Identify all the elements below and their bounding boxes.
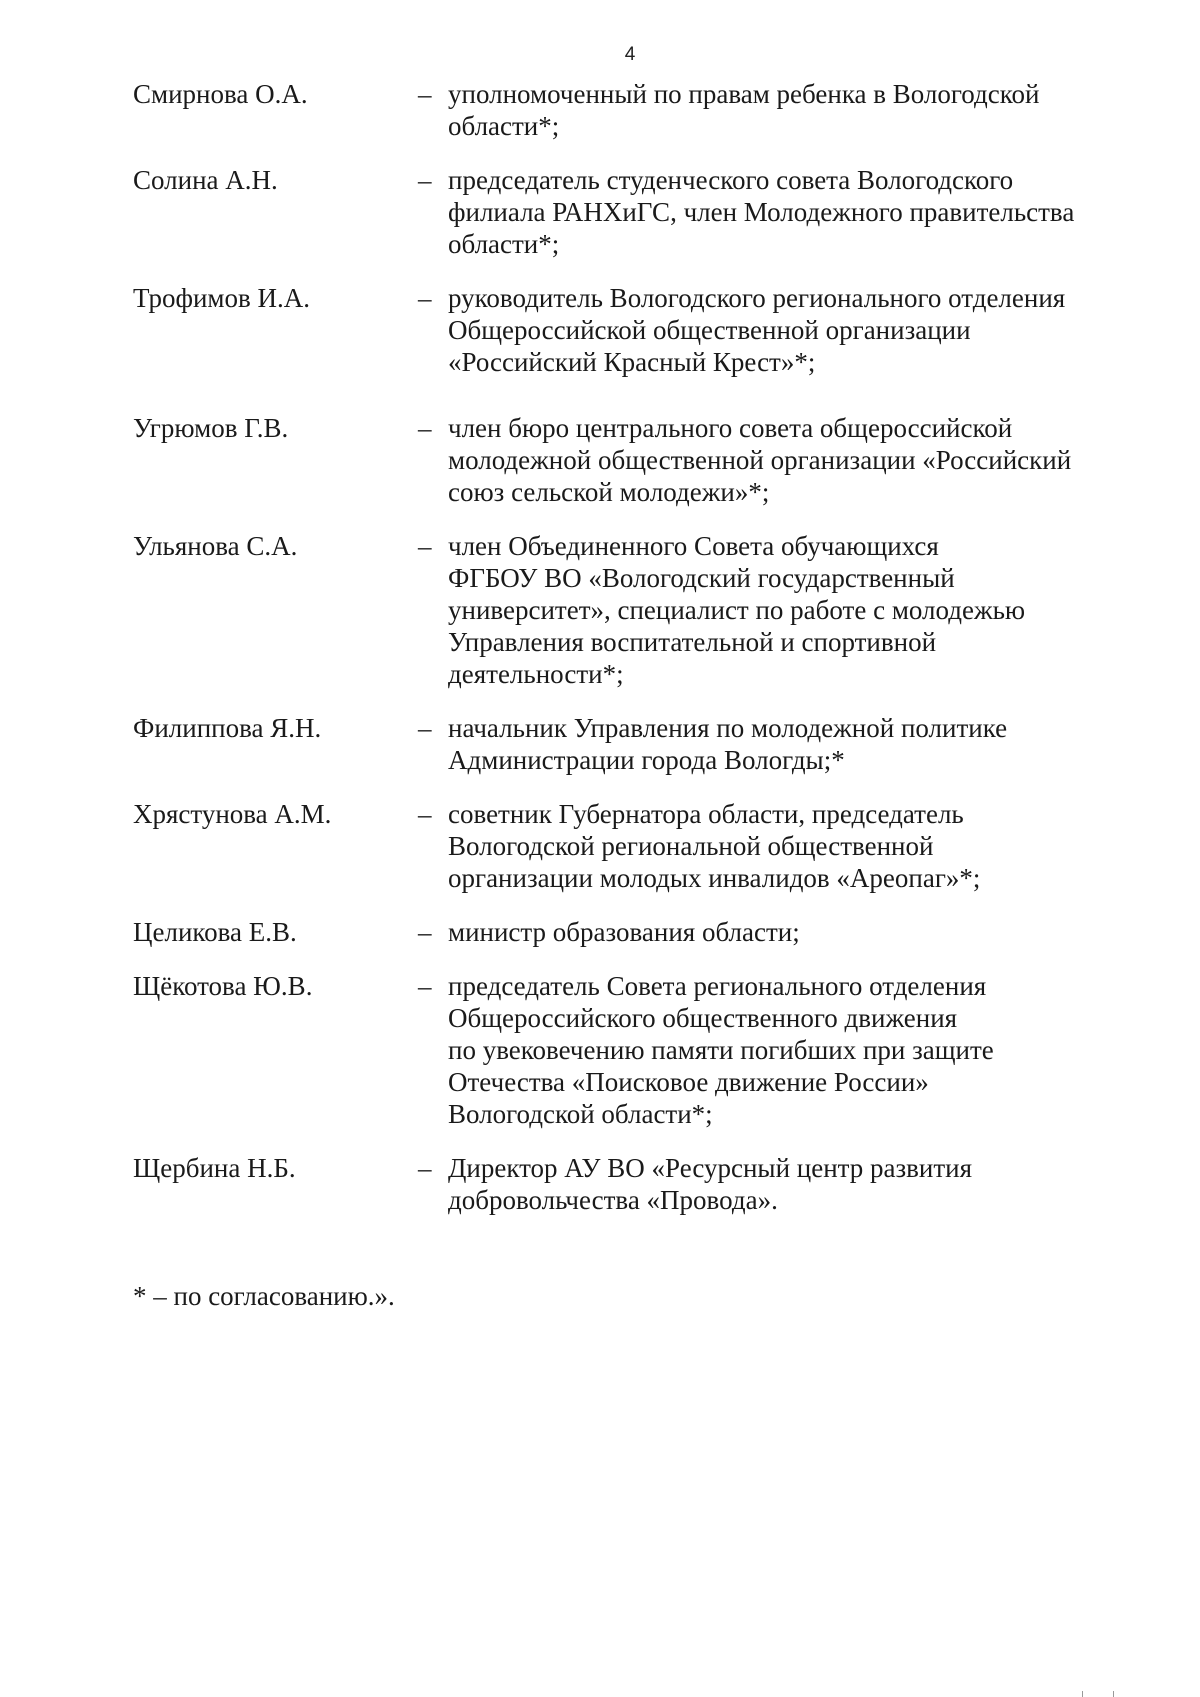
member-name: Хрястунова А.М. bbox=[133, 799, 332, 829]
position-line: Вологодской области*; bbox=[448, 1099, 713, 1129]
member-entry-solina bbox=[133, 164, 1123, 260]
position-line: руководитель Вологодского регионального отделения bbox=[448, 283, 1066, 313]
position-line: добровольчества «Провода». bbox=[448, 1185, 778, 1215]
position-line: начальник Управления по молодежной политике bbox=[448, 713, 1008, 743]
position-line: Отечества «Поисковое движение России» bbox=[448, 1067, 929, 1097]
position-line: по увековечению памяти погибших при защите bbox=[448, 1035, 994, 1065]
member-name: Филиппова Я.Н. bbox=[133, 713, 322, 743]
member-name: Смирнова О.А. bbox=[133, 79, 308, 109]
position-line: член Объединенного Совета обучающихся bbox=[448, 531, 939, 561]
position-line: союз сельской молодежи»*; bbox=[448, 477, 770, 507]
position-line: молодежной общественной организации «Российский bbox=[448, 445, 1072, 475]
member-entry-ugryumov bbox=[133, 412, 1123, 508]
position-line: председатель Совета регионального отделения bbox=[448, 971, 987, 1001]
footnote: * – по согласованию.». bbox=[133, 1281, 395, 1311]
dash-separator: – bbox=[418, 713, 432, 743]
position-line: председатель студенческого совета Вологодского bbox=[448, 165, 1014, 195]
position-line: Общероссийского общественного движения bbox=[448, 1003, 958, 1033]
member-name: Щёкотова Ю.В. bbox=[133, 971, 313, 1001]
member-position bbox=[448, 282, 1123, 378]
position-line: советник Губернатора области, председатель bbox=[448, 799, 964, 829]
member-entry-shchekotova bbox=[133, 970, 1123, 1130]
page-number: 4 bbox=[624, 44, 636, 65]
dash-separator: – bbox=[418, 79, 432, 109]
member-name: Щербина Н.Б. bbox=[133, 1153, 296, 1183]
position-line: университет», специалист по работе с молодежью bbox=[448, 595, 1026, 625]
member-entry-ulyanova bbox=[133, 530, 1123, 690]
member-position bbox=[448, 970, 1123, 1130]
member-entry-tselikova bbox=[133, 916, 1123, 948]
position-line: Общероссийской общественной организации bbox=[448, 315, 971, 345]
member-position bbox=[448, 1152, 1123, 1216]
position-line: организации молодых инвалидов «Ареопаг»*; bbox=[448, 863, 981, 893]
position-line: министр образования области; bbox=[448, 917, 800, 947]
position-line: член бюро центрального совета общероссийской bbox=[448, 413, 1013, 443]
position-line: Управления воспитательной и спортивной bbox=[448, 627, 937, 657]
position-line: Директор АУ ВО «Ресурсный центр развития bbox=[448, 1153, 973, 1183]
position-line: «Российский Красный Крест»*; bbox=[448, 347, 816, 377]
position-line: филиала РАНХиГС, член Молодежного правительства bbox=[448, 197, 1075, 227]
member-entry-shcherbina bbox=[133, 1152, 1123, 1216]
member-entry-trofimov bbox=[133, 282, 1123, 378]
member-name: Целикова Е.В. bbox=[133, 917, 297, 947]
member-list bbox=[133, 78, 1123, 1216]
member-position bbox=[448, 798, 1123, 894]
dash-separator: – bbox=[418, 413, 432, 443]
dash-separator: – bbox=[418, 165, 432, 195]
position-line: Администрации города Вологды;* bbox=[448, 745, 845, 775]
member-position bbox=[448, 530, 1123, 690]
member-position bbox=[448, 916, 1123, 948]
member-position bbox=[448, 164, 1123, 260]
dash-separator: – bbox=[418, 1153, 432, 1183]
member-entry-smirnova bbox=[133, 78, 1123, 142]
member-entry-khryastunova bbox=[133, 798, 1123, 894]
member-position bbox=[448, 412, 1123, 508]
position-line: Вологодской региональной общественной bbox=[448, 831, 934, 861]
dash-separator: – bbox=[418, 917, 432, 947]
member-name: Ульянова С.А. bbox=[133, 531, 298, 561]
member-name: Солина А.Н. bbox=[133, 165, 278, 195]
member-name: Угрюмов Г.В. bbox=[133, 413, 289, 443]
dash-separator: – bbox=[418, 531, 432, 561]
member-entry-filippova bbox=[133, 712, 1123, 776]
position-line: области*; bbox=[448, 229, 560, 259]
member-position bbox=[448, 78, 1123, 142]
dash-separator: – bbox=[418, 971, 432, 1001]
member-name: Трофимов И.А. bbox=[133, 283, 310, 313]
position-line: деятельности*; bbox=[448, 659, 624, 689]
position-line: области*; bbox=[448, 111, 560, 141]
member-position bbox=[448, 712, 1123, 776]
position-line: уполномоченный по правам ребенка в Вологодской bbox=[448, 79, 1040, 109]
position-line: ФГБОУ ВО «Вологодский государственный bbox=[448, 563, 955, 593]
dash-separator: – bbox=[418, 799, 432, 829]
scan-artifact bbox=[1082, 1691, 1114, 1697]
dash-separator: – bbox=[418, 283, 432, 313]
